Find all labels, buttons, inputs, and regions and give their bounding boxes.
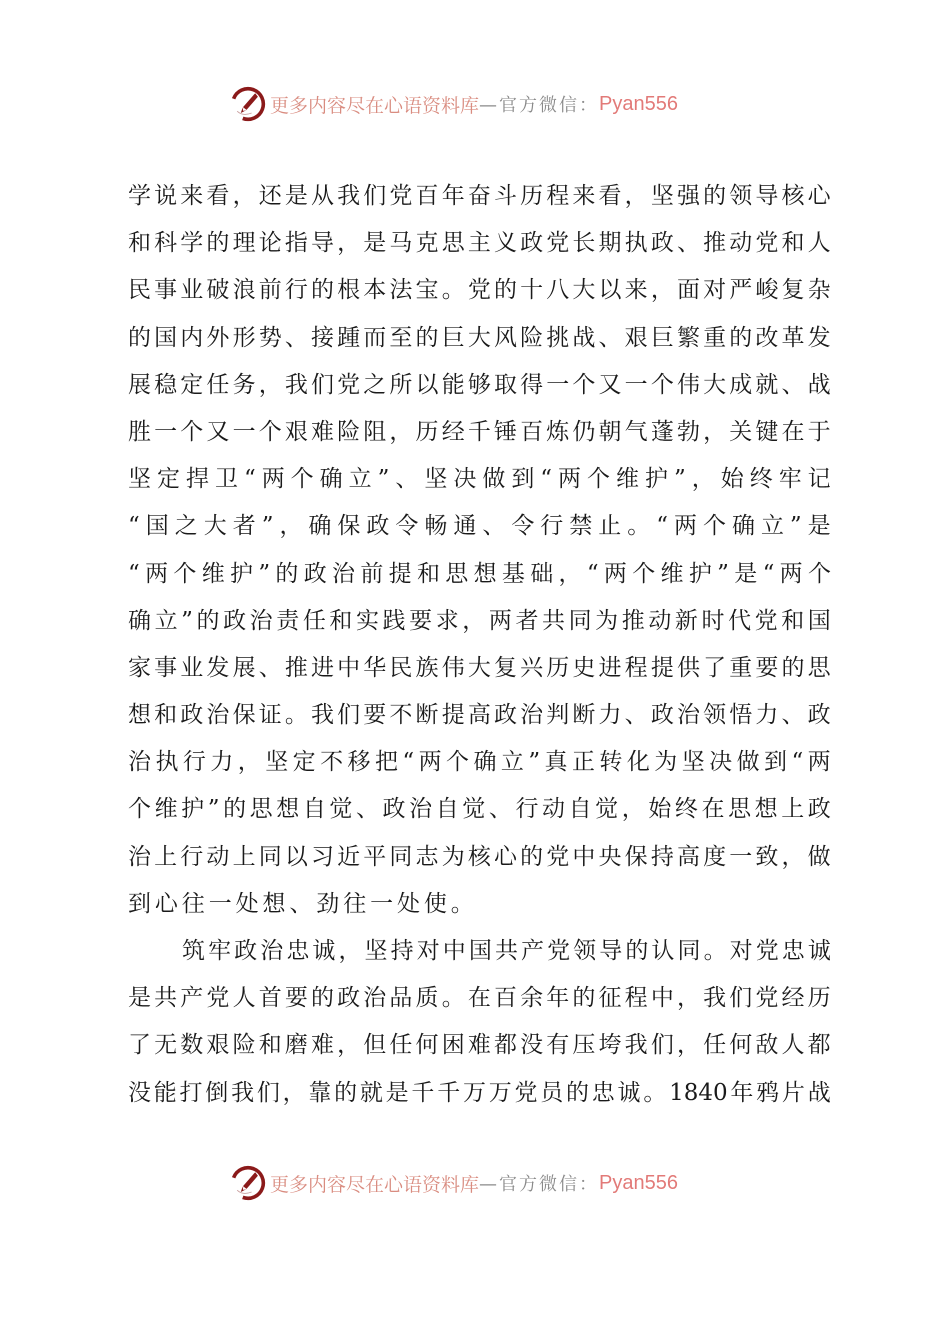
- text-line: 没 能 打 倒 我 们 ， 靠 的 就 是 千 千 万 万 党 员 的 忠 诚 。 1840 年 鸦 片 战: [128, 1079, 831, 1106]
- text-line: 确 立 ” 的 政 治 责 任 和 实 践 要 求 ， 两 者 共 同 为 推 动 新 时 代 党 和 国: [128, 607, 831, 634]
- text-line: 了 无 数 艰 险 和 磨 难 ， 但 任 何 困 难 都 没 有 压 垮 我 们 ， 任 何 敌 人 都: [128, 1032, 831, 1059]
- text-line: 治 执 行 力 ， 坚 定 不 移 把 “ 两 个 确 立 ” 真 正 转 化 为 坚 决 做 到 “ 两: [128, 749, 831, 776]
- text-line: 到心往一处想、劲往一处使。: [128, 890, 478, 917]
- text-line: 民 事 业 破 浪 前 行 的 根 本 法 宝 。 党 的 十 八 大 以 来 ， 面 对 严 峻 复 杂: [128, 277, 831, 304]
- watermark-separator-text: —官方微信：: [479, 95, 600, 116]
- text-line: 学 说 来 看 ， 还 是 从 我 们 党 百 年 奋 斗 历 程 来 看 ， 坚 强 的 领 导 核 心: [128, 183, 831, 209]
- text-line: 胜 一 个 又 一 个 艰 难 险 阻 ， 历 经 千 锤 百 炼 仍 朝 气 蓬 勃 ， 关 键 在 于: [128, 418, 831, 445]
- footer-watermark: [230, 1163, 678, 1203]
- text-line: 是 共 产 党 人 首 要 的 政 治 品 质 。 在 百 余 年 的 征 程 中 ， 我 们 党 经 历: [128, 985, 831, 1012]
- text-line: 想 和 政 治 保 证 。 我 们 要 不 断 提 高 政 治 判 断 力 、 政 治 领 悟 力 、 政: [128, 702, 831, 729]
- watermark-wechat-id: Pyan556: [599, 1171, 678, 1194]
- text-line: 家 事 业 发 展 、 推 进 中 华 民 族 伟 大 复 兴 历 史 进 程 提 供 了 重 要 的 思: [128, 654, 831, 681]
- watermark-separator-text: —官方微信：: [479, 1174, 600, 1195]
- text-line: 和 科 学 的 理 论 指 导 ， 是 马 克 思 主 义 政 党 长 期 执 政 、 推 动 党 和 人: [128, 230, 831, 257]
- header-watermark: [230, 84, 678, 124]
- watermark-main-text: 更多内容尽在心语资料库: [270, 1173, 480, 1196]
- text-line: 坚 定 捍 卫 “ 两 个 确 立 ” 、 坚 决 做 到 “ 两 个 维 护 ” ， 始 终 牢 记: [128, 466, 831, 493]
- watermark-main-text: 更多内容尽在心语资料库: [270, 94, 480, 117]
- text-line: 的 国 内 外 形 势 、 接 踵 而 至 的 巨 大 风 险 挑 战 、 艰 巨 繁 重 的 改 革 发: [128, 324, 831, 351]
- document-body: [128, 173, 831, 1117]
- paragraph-first-line: 筑 牢 政 治 忠 诚 ， 坚 持 对 中 国 共 产 党 领 导 的 认 同 。 对 党 忠 诚: [182, 938, 831, 964]
- text-line: “ 国 之 大 者 ” ， 确 保 政 令 畅 通 、 令 行 禁 止 。 “ 两 个 确 立 ” 是: [128, 513, 831, 540]
- quill-pen-logo-icon: [230, 86, 266, 122]
- quill-pen-logo-icon: [230, 1165, 266, 1201]
- text-line: 个 维 护 ” 的 思 想 自 觉 、 政 治 自 觉 、 行 动 自 觉 ， 始 终 在 思 想 上 政: [128, 796, 831, 823]
- text-line: 展 稳 定 任 务 ， 我 们 党 之 所 以 能 够 取 得 一 个 又 一 个 伟 大 成 就 、 战: [128, 371, 831, 398]
- text-line: 治 上 行 动 上 同 以 习 近 平 同 志 为 核 心 的 党 中 央 保 持 高 度 一 致 ， 做: [128, 843, 831, 870]
- text-line: “ 两 个 维 护 ” 的 政 治 前 提 和 思 想 基 础 ， “ 两 个 维 护 ” 是 “ 两 个: [128, 560, 831, 587]
- watermark-wechat-id: Pyan556: [599, 92, 678, 115]
